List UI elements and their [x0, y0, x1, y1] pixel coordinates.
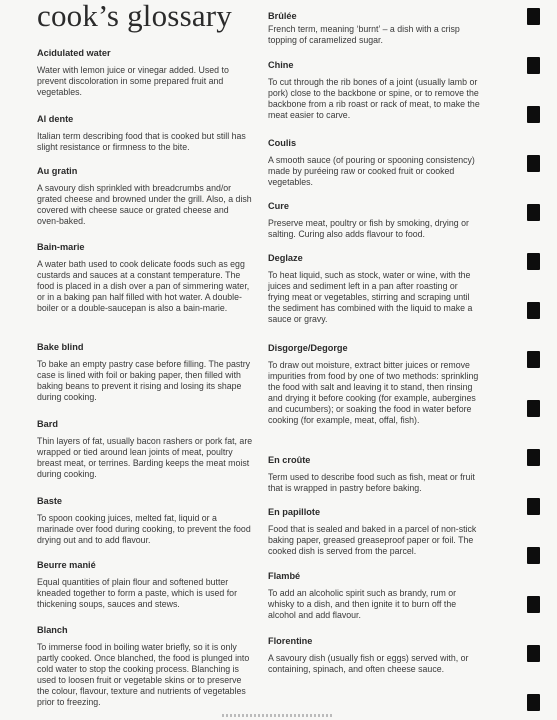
index-tab-marker [527, 155, 540, 172]
glossary-definition: A water bath used to cook delicate foods such as egg custards and sauces at a constant temperature. The food is placed in a dish over a pan of simmering water, or in a baking pan half filled with hot water. A double-boiler or a double-saucepan is also a bain-marie. [37, 259, 250, 313]
glossary-definition: To heat liquid, such as stock, water or wine, with the juices and sediment left in a pan after roasting or frying meat or vegetables, stirring and scraping until the sediment has combined with the liquid to make a sauce or gravy. [268, 270, 473, 324]
glossary-term: Disgorge/Degorge [268, 343, 348, 353]
glossary-definition: Term used to describe food such as fish, meat or fruit that is wrapped in pastry before baking. [268, 472, 475, 493]
glossary-term: Flambé [268, 571, 301, 581]
glossary-term: Chine [268, 60, 294, 70]
glossary-term: Al dente [37, 114, 74, 124]
glossary-definition: Equal quantities of plain flour and softened butter kneaded together to form a paste, which is used for thickening soups, sauces and stews. [37, 577, 238, 609]
glossary-term: Baste [37, 496, 63, 506]
glossary-term: Deglaze [268, 253, 303, 263]
glossary-definition: French term, meaning ‘burnt’ – a dish with a crisp topping of caramelized sugar. [268, 24, 460, 45]
glossary-definition: To cut through the rib bones of a joint (usually lamb or pork) close to the backbone or spine, or to remove the backbone from a rib roast or rack of meat, to make the meat easier to carve. [268, 77, 480, 120]
glossary-definition: To add an alcoholic spirit such as brandy, rum or whisky to a dish, and then ignite it to burn off the alcohol and add flavour. [268, 588, 457, 620]
glossary-entry [37, 114, 253, 153]
glossary-term: Bake blind [37, 342, 84, 352]
glossary-definition: A smooth sauce (of pouring or spooning consistency) made by puréeing raw or cooked fruit or cooked vegetables. [268, 155, 475, 187]
glossary-entry [37, 166, 253, 227]
glossary-entry [268, 455, 480, 494]
glossary-entry [37, 48, 253, 98]
glossary-term: Brûlée [268, 11, 297, 21]
glossary-term: En papillote [268, 507, 321, 517]
index-tab-marker [527, 351, 540, 368]
page-title: cook’s glossary [37, 0, 233, 33]
glossary-entry [37, 342, 253, 403]
glossary-entry [37, 560, 253, 610]
glossary-term: Bain-marie [37, 242, 85, 252]
glossary-term: Beurre manié [37, 560, 96, 570]
glossary-entry [268, 201, 480, 240]
glossary-definition: A savoury dish (usually fish or eggs) served with, or containing, spinach, and often cheese sauce. [268, 653, 469, 674]
glossary-term: Coulis [268, 138, 297, 148]
glossary-entry [37, 419, 253, 480]
glossary-definition: Food that is sealed and baked in a parcel of non-stick baking paper, greased greaseproof paper or foil. The cooked dish is served from the parcel. [268, 524, 477, 556]
index-tab-marker [527, 694, 540, 711]
index-tab-strip [527, 0, 541, 720]
glossary-entry [37, 242, 253, 314]
index-tab-marker [527, 253, 540, 270]
glossary-term: Cure [268, 201, 289, 211]
glossary-definition: A savoury dish sprinkled with breadcrumbs and/or grated cheese and browned under the grill. Also, a dish covered with cheese sauce or grated cheese and oven-baked. [37, 183, 252, 226]
glossary-entry [268, 571, 480, 621]
index-tab-marker [527, 8, 540, 25]
glossary-entry [268, 11, 480, 46]
index-tab-marker [527, 106, 540, 123]
glossary-term: Bard [37, 419, 58, 429]
glossary-definition: To immerse food in boiling water briefly, so it is only partly cooked. Once blanched, the food is plunged into cold water to stop the cooking process. Blanching is used to loosen fruit or vegetable skins or to preserve the colour, flavour, texture and nutrients of vegetables prior to freezing. [37, 642, 250, 707]
glossary-entry [37, 496, 253, 546]
index-tab-marker [527, 645, 540, 662]
index-tab-marker [527, 302, 540, 319]
glossary-entry [268, 343, 480, 426]
glossary-definition: Preserve meat, poultry or fish by smoking, drying or salting. Curing also adds flavour to food. [268, 218, 469, 239]
glossary-entry [37, 625, 253, 708]
glossary-definition: Water with lemon juice or vinegar added. Used to prevent discoloration in some prepared fruit and vegetables. [37, 65, 229, 97]
glossary-definition: To bake an empty pastry case before filling. The pastry case is lined with foil or baking paper, then filled with baking beans to prevent it rising and losing its shape during cooking. [37, 359, 251, 402]
page-footer-mark [222, 714, 332, 717]
glossary-entry [268, 253, 480, 325]
index-tab-marker [527, 204, 540, 221]
glossary-term: Acidulated water [37, 48, 111, 58]
glossary-definition: To draw out moisture, extract bitter juices or remove impurities from food by one of two methods: sprinkling the food with salt and leaving it to stand, then rinsing and drying it before cooking (for example, aubergines and cucumbers); or soaking the food in water before cooking (for example, meat, offal, fish). [268, 360, 479, 425]
glossary-term: Florentine [268, 636, 313, 646]
glossary-definition: Thin layers of fat, usually bacon rashers or pork fat, are wrapped or tied around lean joints of meat, poultry breast meat, or terrines. Barding keeps the meat moist during cooking. [37, 436, 253, 479]
glossary-entry [268, 60, 480, 121]
glossary-term: Blanch [37, 625, 68, 635]
index-tab-marker [527, 449, 540, 466]
index-tab-marker [527, 596, 540, 613]
index-tab-marker [527, 400, 540, 417]
glossary-term: En croûte [268, 455, 311, 465]
glossary-entry [268, 138, 480, 188]
index-tab-marker [527, 498, 540, 515]
glossary-definition: To spoon cooking juices, melted fat, liquid or a marinade over food during cooking, to prevent the food drying out and to add flavour. [37, 513, 251, 545]
glossary-entry [268, 507, 480, 557]
index-tab-marker [527, 547, 540, 564]
index-tab-marker [527, 57, 540, 74]
glossary-definition: Italian term describing food that is cooked but still has slight resistance or firmness to the bite. [37, 131, 246, 152]
glossary-term: Au gratin [37, 166, 78, 176]
glossary-entry [268, 636, 480, 675]
